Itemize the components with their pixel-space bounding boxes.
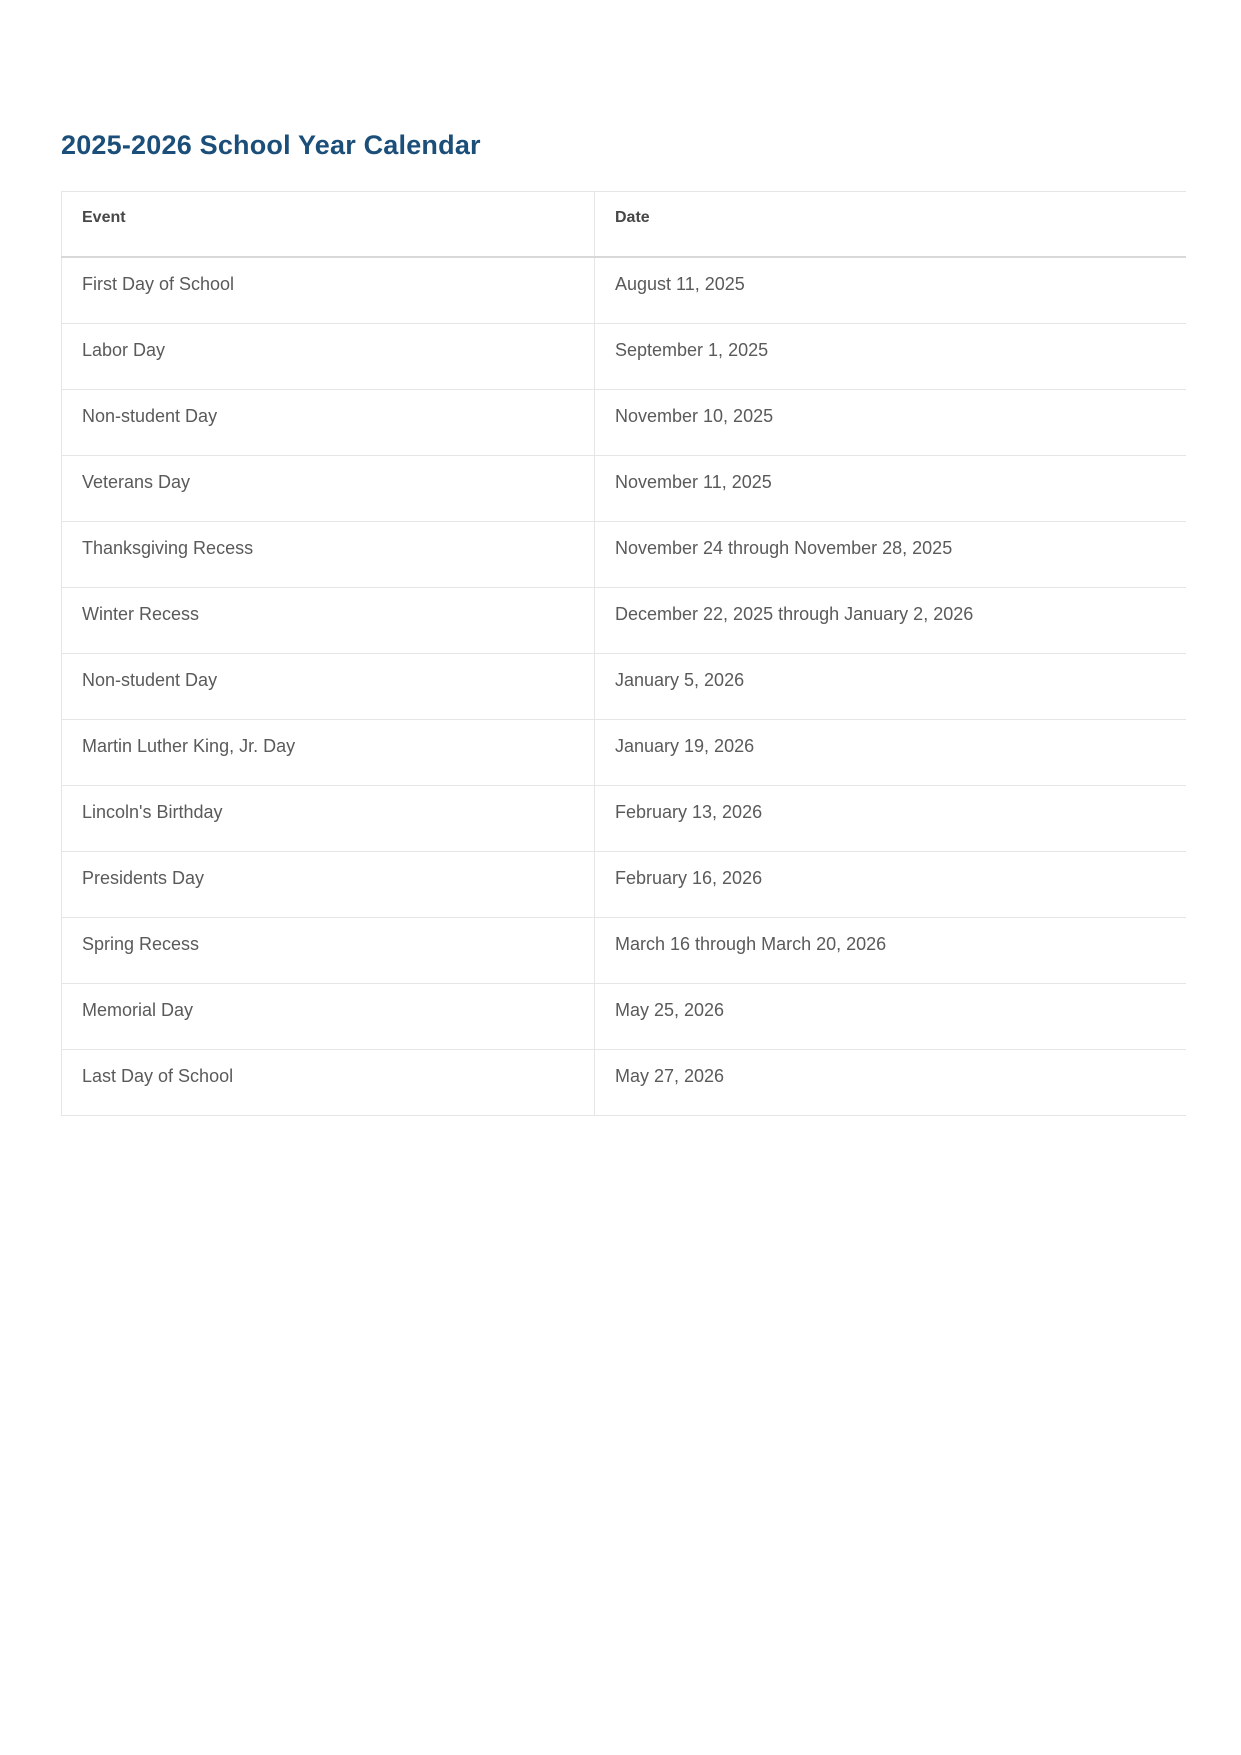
table-row <box>62 786 1186 852</box>
table-row <box>62 456 1186 522</box>
date-cell: January 19, 2026 <box>595 720 1186 786</box>
event-cell: Non-student Day <box>62 390 595 456</box>
event-cell: Presidents Day <box>62 852 595 918</box>
column-header-event: Event <box>62 192 595 258</box>
table-row <box>62 522 1186 588</box>
date-cell: May 27, 2026 <box>595 1050 1186 1116</box>
table-row <box>62 918 1186 984</box>
event-cell: Spring Recess <box>62 918 595 984</box>
calendar-table-body <box>62 257 1186 1116</box>
column-header-date: Date <box>595 192 1186 258</box>
event-cell: Martin Luther King, Jr. Day <box>62 720 595 786</box>
date-cell: March 16 through March 20, 2026 <box>595 918 1186 984</box>
page-title: 2025-2026 School Year Calendar <box>61 130 481 160</box>
event-cell: Winter Recess <box>62 588 595 654</box>
table-row <box>62 654 1186 720</box>
table-row <box>62 720 1186 786</box>
event-cell: Memorial Day <box>62 984 595 1050</box>
event-cell: Veterans Day <box>62 456 595 522</box>
date-cell: November 24 through November 28, 2025 <box>595 522 1186 588</box>
date-cell: November 11, 2025 <box>595 456 1186 522</box>
event-cell: Last Day of School <box>62 1050 595 1116</box>
date-cell: February 13, 2026 <box>595 786 1186 852</box>
calendar-table-header <box>62 192 1186 258</box>
table-row <box>62 588 1186 654</box>
date-cell: November 10, 2025 <box>595 390 1186 456</box>
date-cell: September 1, 2025 <box>595 324 1186 390</box>
header-row <box>62 192 1186 258</box>
table-row <box>62 257 1186 324</box>
event-cell: Lincoln's Birthday <box>62 786 595 852</box>
table-row <box>62 852 1186 918</box>
event-cell: Labor Day <box>62 324 595 390</box>
event-cell: Thanksgiving Recess <box>62 522 595 588</box>
table-row <box>62 984 1186 1050</box>
date-cell: February 16, 2026 <box>595 852 1186 918</box>
table-row <box>62 390 1186 456</box>
event-cell: First Day of School <box>62 257 595 324</box>
school-calendar-table <box>61 191 1186 1116</box>
event-cell: Non-student Day <box>62 654 595 720</box>
date-cell: May 25, 2026 <box>595 984 1186 1050</box>
table-row <box>62 1050 1186 1116</box>
date-cell: January 5, 2026 <box>595 654 1186 720</box>
date-cell: December 22, 2025 through January 2, 2026 <box>595 588 1186 654</box>
table-row <box>62 324 1186 390</box>
date-cell: August 11, 2025 <box>595 257 1186 324</box>
